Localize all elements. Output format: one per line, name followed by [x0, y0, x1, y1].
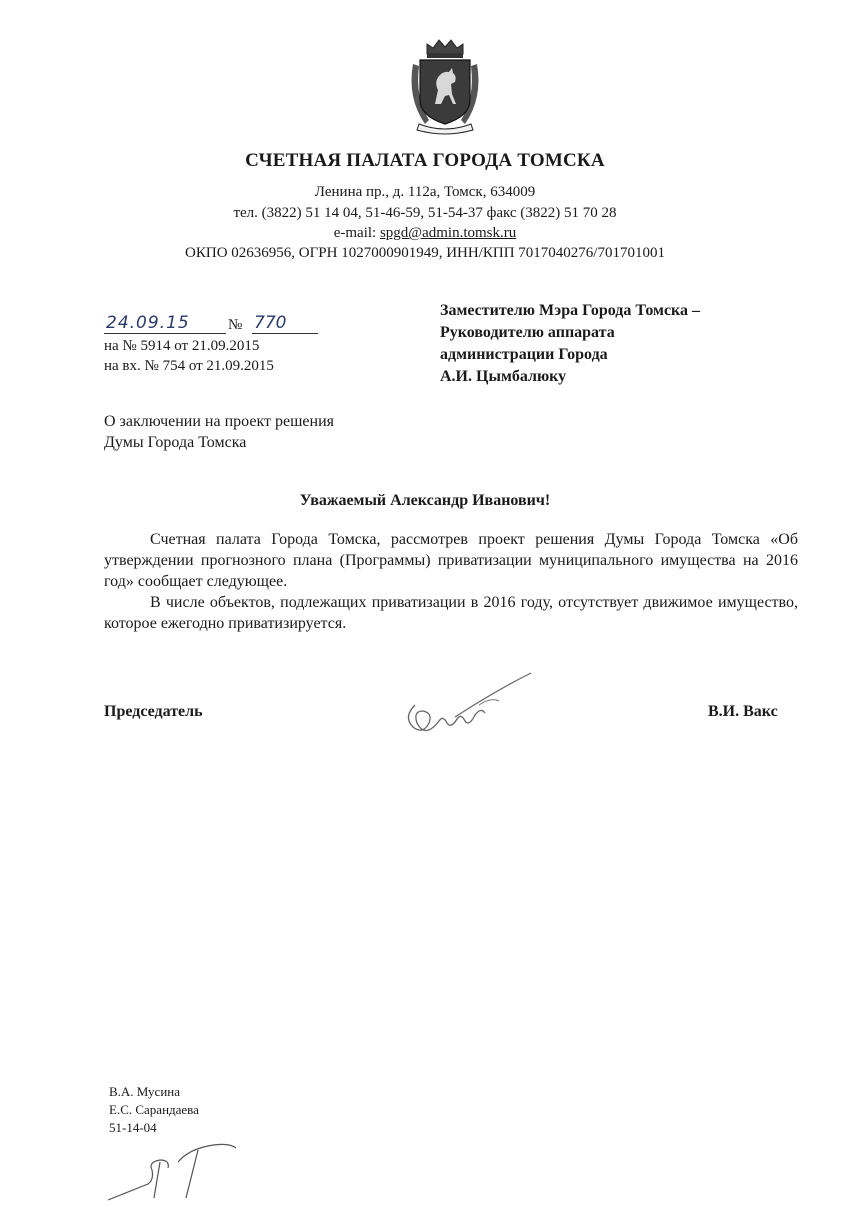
executor-phone: 51-14-04 — [109, 1120, 157, 1135]
addressee-line: А.И. Цымбалюку — [440, 368, 567, 385]
executors-block — [109, 1083, 199, 1137]
letter-subject — [104, 411, 334, 453]
addressee-line: администрации Города — [440, 346, 608, 363]
handwritten-signature-icon — [395, 665, 535, 745]
organization-name: СЧЕТНАЯ ПАЛАТА ГОРОДА ТОМСКА — [245, 150, 605, 171]
organization-email-line — [0, 225, 850, 242]
addressee-line: Заместителю Мэра Города Томска – — [440, 302, 701, 319]
subject-line: О заключении на проект решения — [104, 413, 334, 430]
organization-phones: тел. (3822) 51 14 04, 51-46-59, 51-54-37 факс (3822) 51 70 28 — [233, 205, 617, 221]
letter-greeting: Уважаемый Александр Иванович! — [299, 492, 551, 509]
tomsk-coat-of-arms-icon — [405, 38, 485, 136]
email-link[interactable]: spgd@admin.tomsk.ru — [379, 225, 517, 241]
addressee-line: Руководителю аппарата — [440, 324, 615, 341]
signatory-title: Председатель — [104, 703, 203, 720]
executor-name: Е.С. Сарандаева — [109, 1102, 199, 1117]
organization-address: Ленина пр., д. 112а, Томск, 634009 — [314, 184, 536, 200]
outgoing-number: 770 — [252, 313, 318, 334]
reply-to-reference: на № 5914 от 21.09.2015 — [104, 338, 260, 354]
organization-registry: ОКПО 02636956, ОГРН 1027000901949, ИНН/КПП 7017040276/701701001 — [185, 245, 665, 261]
outgoing-registration — [104, 311, 314, 337]
signatory-name: В.И. Вакс — [708, 703, 778, 720]
body-paragraph: Счетная палата Города Томска, рассмотрев проект решения Думы Города Томска «Об утверждении прогнозного плана (Программы) приватизации муниципального имущества на 2016 год» сообщает следующее. — [104, 531, 798, 590]
handwritten-visa-icon — [108, 1140, 258, 1202]
subject-line: Думы Города Томска — [104, 434, 247, 451]
number-label: № — [228, 317, 243, 333]
incoming-reference: на вх. № 754 от 21.09.2015 — [104, 358, 274, 374]
body-paragraph: В числе объектов, подлежащих приватизации в 2016 году, отсутствует движимое имущество, которое ежегодно приватизируется. — [104, 594, 798, 632]
letter-body — [104, 529, 798, 634]
addressee-block — [440, 300, 700, 388]
visa-mark — [108, 1140, 258, 1202]
email-label: e-mail: — [333, 225, 380, 241]
signature — [395, 665, 535, 745]
city-emblem — [405, 38, 485, 136]
executor-name: В.А. Мусина — [109, 1084, 180, 1099]
outgoing-date: 24.09.15 — [104, 313, 226, 334]
